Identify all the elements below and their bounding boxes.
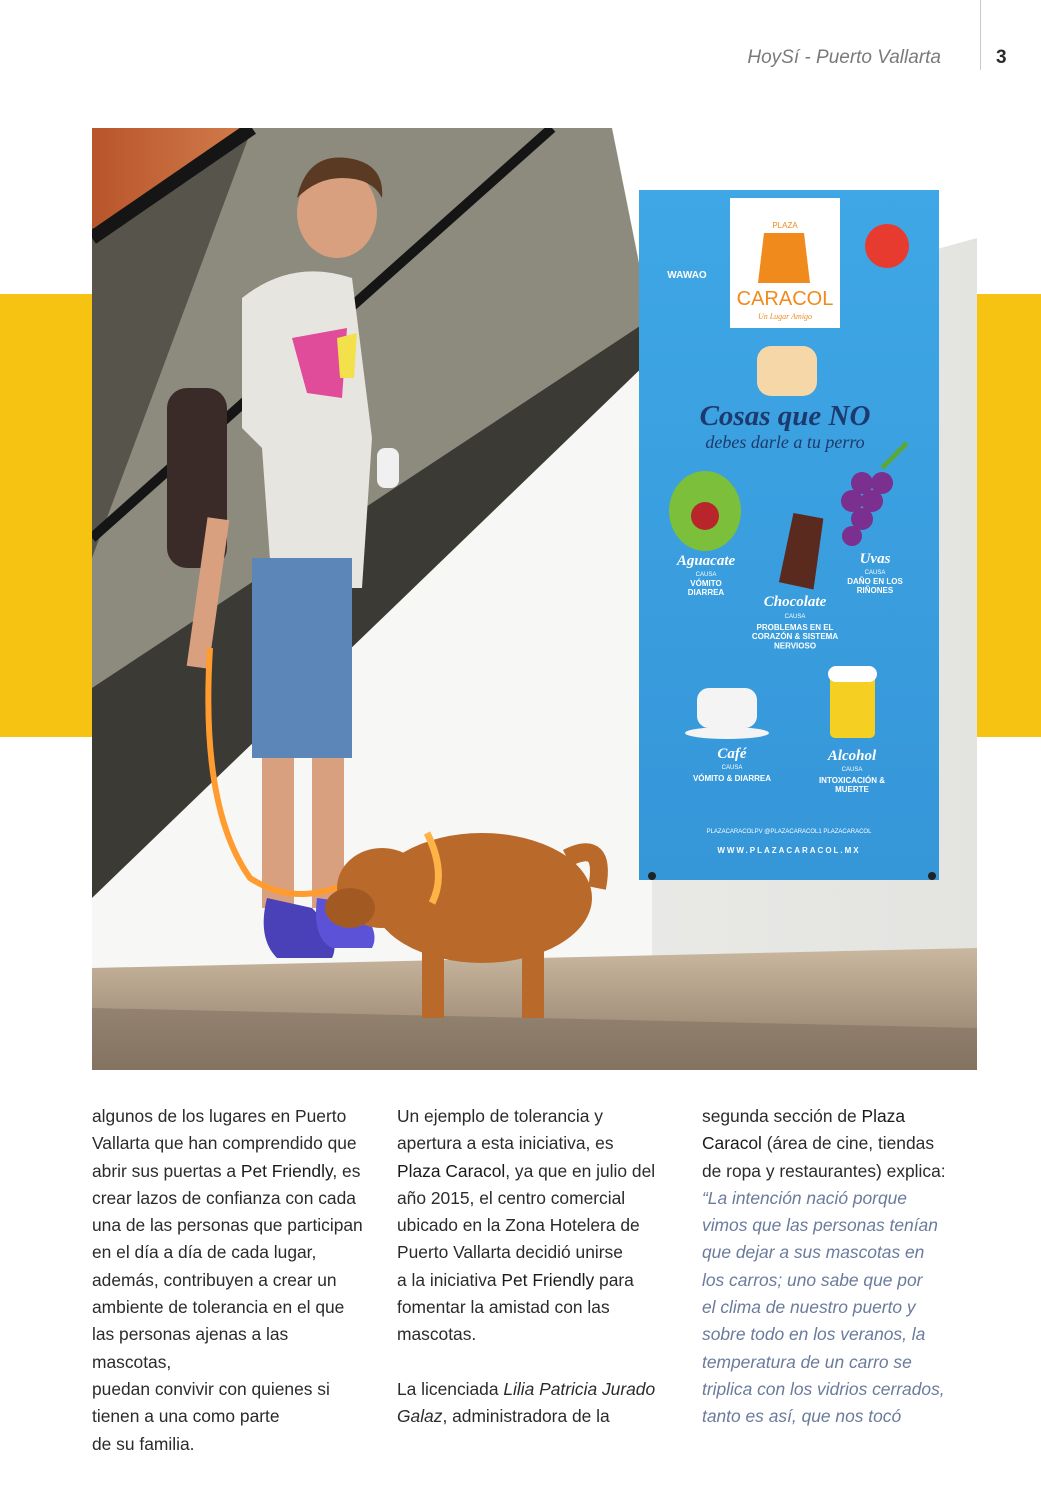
banner-item-cause: DAÑO EN LOS RIÑONES [847,577,903,596]
article-column-1 [92,1103,372,1485]
header-divider [980,0,981,70]
banner-item-cause: VÓMITO DIARREA [687,579,725,598]
banner-tagline: Un Lugar Amigo [757,312,813,321]
ice-cream-cup [377,448,399,488]
svg-text:CAUSA: CAUSA [841,767,863,773]
banner-heading-1: Cosas que NO [699,400,871,432]
article-photo [92,128,977,1070]
person-name: Lilia Patricia Jurado Galaz [397,1378,656,1426]
paragraph: segunda sección de Plaza Caracol (área de cine, tiendas de ropa y restaurantes) explica: “La intención nació porque vimos que las personas tenían que dejar a sus mascotas en los carros; uno sabe que por el clima de nuestro puerto y sobre todo en los veranos, la temperatura de un carro se triplica con los vidrios cerrados, tanto es así, que nos tocó [702,1106,946,1427]
quote-text: “La intención nació porque vimos que las personas tenían que dejar a sus mascotas en los carros; uno sabe que por el clima de nuestro puerto y sobre todo en los veranos, la temperatura de un carro se triplica con los vidrios cerrados, tanto es así, que nos tocó [702,1187,945,1427]
pug-icon [757,346,817,396]
pet-banner [639,190,939,880]
article-column-2 [397,1103,677,1457]
banner-sponsor-left: WAWAO [667,270,707,281]
banner-item-name: Aguacate [676,553,736,569]
banner-item-name: Alcohol [827,748,877,764]
publication-title: HoySí - Puerto Vallarta [747,47,941,68]
article-column-3 [702,1103,982,1458]
highlight-plaza-caracol: Plaza Caracol [397,1160,506,1181]
paragraph: algunos de los lugares en Puerto Vallarta que han comprendido que abrir sus puertas a Pet Friendly, es crear lazos de confianza con cada una de las personas que participan en el día a día de cada lugar, además, contribuyen a crear un ambiente de tolerancia en el que las personas ajenas a las mascotas, puedan convivir con quienes si tienen a una como parte de su familia. [92,1106,363,1454]
highlight-pet-friendly: Pet Friendly [501,1269,595,1290]
accent-band-right [977,294,1041,737]
paragraph: Un ejemplo de tolerancia y apertura a esta iniciativa, es Plaza Caracol, ya que en julio del año 2015, el centro comercial ubicado en la Zona Hotelera de Puerto Vallarta decidió unirse a la iniciativa Pet Friendly para fomentar la amistad con las mascotas. [397,1106,656,1345]
banner-brand: CARACOL [736,288,834,310]
banner-socials: PLAZACARACOLPV @PLAZACARACOL1 PLAZACARACOL [706,829,872,835]
banner-item-cause: INTOXICACIÓN & MUERTE [818,776,886,795]
highlight-plaza-caracol: Plaza Caracol [702,1106,906,1154]
beer-mug-icon [830,673,875,738]
banner-website: WWW.PLAZACARACOL.MX [717,846,861,855]
svg-text:CAUSA: CAUSA [784,614,806,620]
highlight-pet-friendly: Pet Friendly [240,1160,333,1181]
banner-item-cause: VÓMITO & DIARREA [692,774,772,783]
paragraph: La licenciada Lilia Patricia Jurado Galaz, administradora de la [397,1378,656,1426]
banner-item-name: Uvas [859,551,891,567]
jeans-shorts [252,558,352,758]
accent-band-left [0,294,92,737]
banner-brand-top: PLAZA [772,221,798,230]
banner-item-cause: PROBLEMAS EN EL CORAZÓN & SISTEMA NERVIOSO [751,623,839,651]
svg-text:CAUSA: CAUSA [864,570,886,576]
banner-item-name: Chocolate [763,594,827,610]
banner-heading-2: debes darle a tu perro [705,432,865,452]
page-number: 3 [996,47,1007,68]
svg-text:CAUSA: CAUSA [721,765,743,771]
svg-text:CAUSA: CAUSA [695,572,717,578]
coffee-cup-icon [697,688,757,728]
banner-item-name: Café [717,746,747,762]
